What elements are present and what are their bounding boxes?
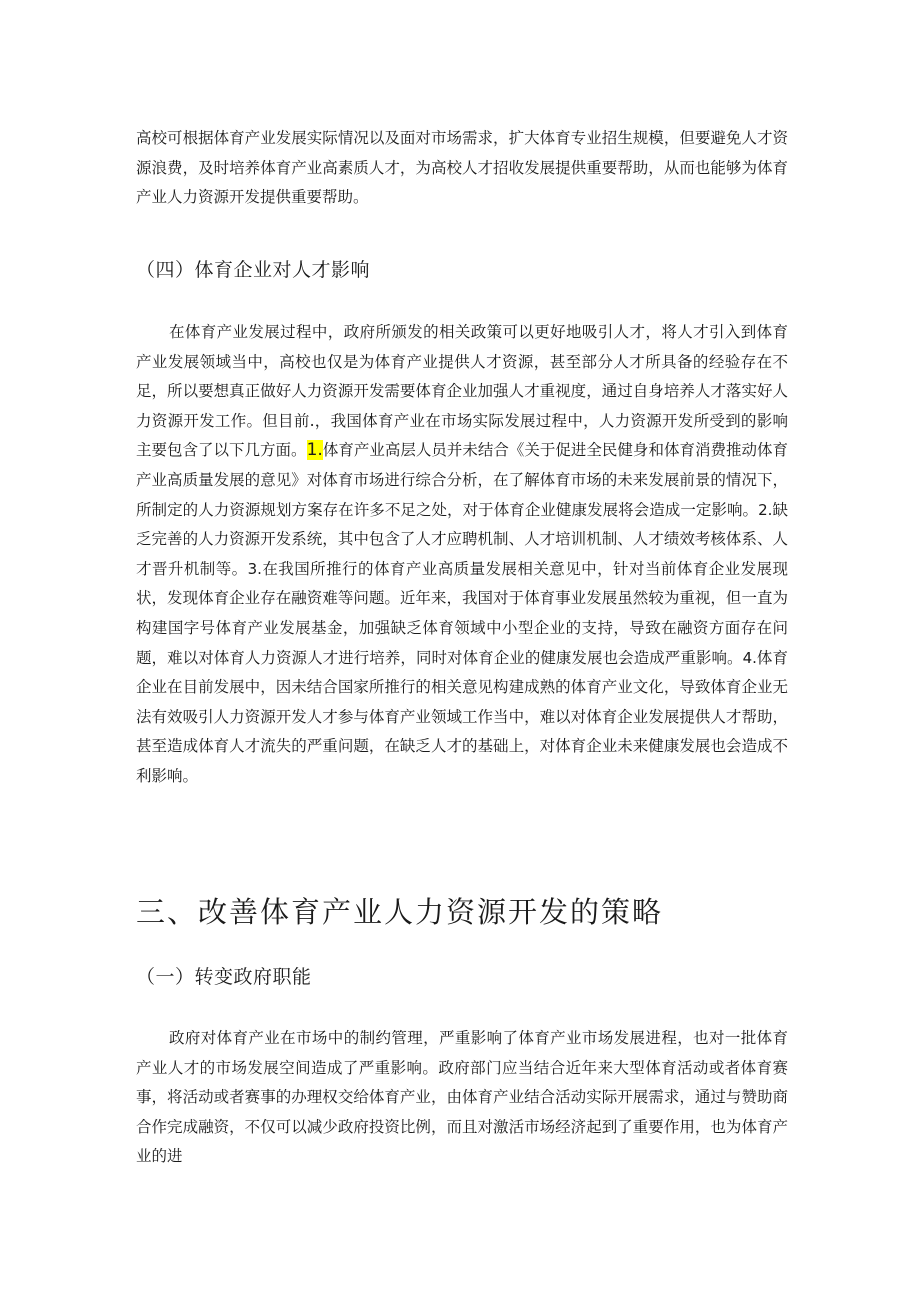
list-item-4-text: 体育企业在目前发展中，因未结合国家所推行的相关意见构建成熟的体育产业文化，导致体育企业无法有效吸引人力资源开发人才参与体育产业领域工作当中，难以对体育企业发展提供人才帮助，甚至造成体育人才流失的严重问题，在缺乏人才的基础上，对体育企业未来健康发展也会造成不利影响。 (136, 648, 788, 785)
paragraph-subsection-1: 政府对体育产业在市场中的制约管理，严重影响了体育产业市场发展进程，也对一批体育产业人才的市场发展空间造成了严重影响。政府部门应当结合近年来大型体育活动或者体育赛事，将活动或者赛事的办理权交给体育产业，由体育产业结合活动实际开展需求，通过与赞助商合作完成融资，不仅可以减少政府投资比例，而且对激活市场经济起到了重要作用，也为体育产业的进 (136, 1029, 788, 1166)
list-number-2: 2. (758, 500, 773, 519)
paragraph-section-4 (136, 318, 788, 792)
paragraph-top: 高校可根据体育产业发展实际情况以及面对市场需求，扩大体育专业招生规模，但要避免人才资源浪费，及时培养体育产业高素质人才，为高校人才招收发展提供重要帮助，从而也能够为体育产业人力资源开发提供重要帮助。 (136, 129, 788, 207)
list-number-3: 3. (247, 559, 262, 578)
list-item-1-text: 体育产业高层人员并未结合《关于促进全民健身和体育消费推动体育产业高质量发展的意见》对体育市场进行综合分析，在了解体育市场的未来发展前景的情况下，所制定的人力资源规划方案存在许多不足之处，对于体育企业健康发展将会造成一定影响。 (136, 441, 788, 519)
list-item-3-text: 在我国所推行的体育产业高质量发展相关意见中，针对当前体育企业发展现状，发现体育企业存在融资难等问题。近年来，我国对于体育事业发展虽然较为重视，但一直为构建国字号体育产业发展基金，加强缺乏体育领域中小型企业的支持，导致在融资方面存在问题，难以对体育人力资源人才进行培养，同时对体育企业的健康发展也会造成严重影响。 (136, 559, 788, 667)
heading-section-4: （四）体育企业对人才影响 (136, 259, 371, 281)
list-number-4: 4. (742, 648, 757, 667)
paragraph-intro: 在体育产业发展过程中，政府所颁发的相关政策可以更好地吸引人才，将人才引入到体育产业发展领域当中，高校也仅是为体育产业提供人才资源，甚至部分人才所具备的经验存在不足，所以要想真正做好人力资源开发需要体育企业加强人才重视度，通过自身培养人才落实好人力资源开发工作。但目前.，我国体育产业在市场实际发展过程中，人力资源开发所受到的影响主要包含了以下几方面。 (136, 323, 788, 460)
heading-section-3: 三、改善体育产业人力资源开发的策略 (136, 895, 664, 929)
list-item-2-text: 缺乏完善的人力资源开发系统，其中包含了人才应聘机制、人才培训机制、人才绩效考核体系、人才晋升机制等。 (136, 500, 788, 578)
heading-subsection-1: （一）转变政府职能 (136, 966, 312, 988)
list-number-1-highlighted: 1. (306, 440, 323, 461)
